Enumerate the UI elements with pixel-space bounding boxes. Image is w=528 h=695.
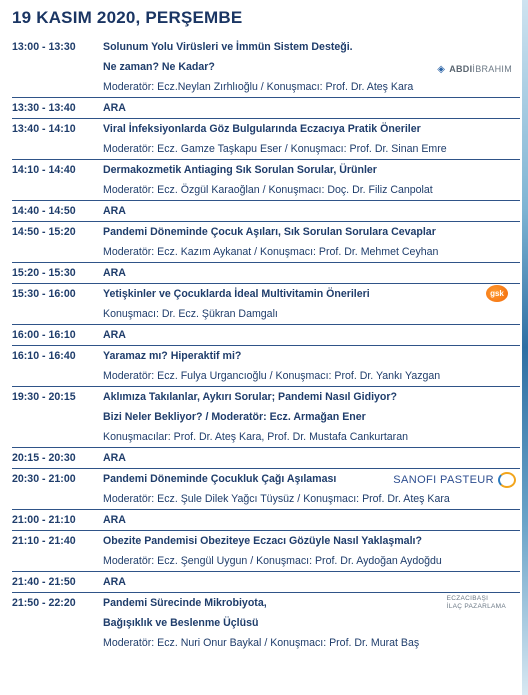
schedule-row — [12, 180, 520, 201]
session-text: Pandemi Sürecinde Mikrobiyota, — [103, 597, 267, 609]
schedule-row — [12, 551, 520, 572]
session-time: 14:50 - 15:20 — [12, 226, 76, 238]
session-time: 13:40 - 14:10 — [12, 123, 76, 135]
page-title: 19 KASIM 2020, PERŞEMBE — [12, 8, 243, 27]
schedule-row — [12, 222, 520, 242]
schedule-row — [12, 77, 520, 98]
sanofi-logo-text: SANOFI PASTEUR — [393, 474, 494, 486]
schedule-table — [12, 37, 520, 653]
session-time: 13:00 - 13:30 — [12, 41, 76, 53]
abdi-logo-text: ABDI — [449, 64, 473, 74]
sanofi-pasteur-logo — [393, 470, 516, 490]
session-text: Moderatör: Ecz. Şengül Uygun / Konuşmacı: Prof. Dr. Aydoğan Aydoğdu — [103, 555, 442, 567]
session-text: Moderatör: Ecz. Gamze Taşkapu Eser / Konuşmacı: Prof. Dr. Sinan Emre — [103, 143, 447, 155]
schedule-row — [12, 325, 520, 346]
break-label: ARA — [103, 102, 126, 114]
schedule-row — [12, 531, 520, 551]
session-time: 20:15 - 20:30 — [12, 452, 76, 464]
session-text: Konuşmacı: Dr. Ecz. Şükran Damgalı — [103, 308, 278, 320]
decorative-edge-strip — [522, 0, 528, 695]
schedule-row — [12, 489, 520, 510]
session-time: 14:10 - 14:40 — [12, 164, 76, 176]
session-text: Moderatör: Ecz. Fulya Urgancıoğlu / Konuşmacı: Prof. Dr. Yankı Yazgan — [103, 370, 441, 382]
schedule-row — [12, 469, 520, 489]
schedule-row — [12, 37, 520, 57]
schedule-row — [12, 98, 520, 119]
eczacibasi-logo-line2: İLAÇ PAZARLAMA — [446, 603, 506, 610]
break-label: ARA — [103, 514, 126, 526]
session-text: Yetişkinler ve Çocuklarda İdeal Multivitamin Önerileri — [103, 288, 370, 300]
session-text: Pandemi Döneminde Çocukluk Çağı Aşılaması — [103, 473, 337, 485]
session-text: Dermakozmetik Antiaging Sık Sorulan Sorular, Ürünler — [103, 164, 377, 176]
session-text: Moderatör: Ecz. Şule Dilek Yağcı Tüysüz / Konuşmacı: Prof. Dr. Ateş Kara — [103, 493, 450, 505]
schedule-row — [12, 263, 520, 284]
schedule-row — [12, 139, 520, 160]
schedule-row — [12, 448, 520, 469]
session-time: 16:00 - 16:10 — [12, 329, 76, 341]
break-label: ARA — [103, 452, 126, 464]
session-text: Moderatör: Ecz.Neylan Zırhlıoğlu / Konuşmacı: Prof. Dr. Ateş Kara — [103, 81, 414, 93]
schedule-row — [12, 201, 520, 222]
session-text: Viral İnfeksiyonlarda Göz Bulgularında Eczacıya Pratik Öneriler — [103, 123, 421, 135]
session-text: Yaramaz mı? Hiperaktif mi? — [103, 350, 242, 362]
schedule-row — [12, 284, 520, 304]
session-time: 21:50 - 22:20 — [12, 597, 76, 609]
schedule-row — [12, 633, 520, 653]
ibrahim-logo-text: İBRAHIM — [472, 64, 512, 74]
session-time: 15:30 - 16:00 — [12, 288, 76, 300]
schedule-row — [12, 304, 520, 325]
session-text: Aklımıza Takılanlar, Aykırı Sorular; Pandemi Nasıl Gidiyor? — [103, 391, 397, 403]
session-text: Moderatör: Ecz. Nuri Onur Baykal / Konuşmacı: Prof. Dr. Murat Baş — [103, 637, 420, 649]
break-label: ARA — [103, 205, 126, 217]
session-text: Solunum Yolu Virüsleri ve İmmün Sistem Desteği. — [103, 41, 353, 53]
session-text: Bağışıklık ve Beslenme Üçlüsü — [103, 617, 259, 629]
session-time: 20:30 - 21:00 — [12, 473, 76, 485]
schedule-row — [12, 160, 520, 180]
break-label: ARA — [103, 329, 126, 341]
break-label: ARA — [103, 267, 126, 279]
schedule-row — [12, 119, 520, 139]
session-text: Bizi Neler Bekliyor? / Moderatör: Ecz. Armağan Ener — [103, 411, 366, 423]
gsk-logo: gsk — [486, 285, 508, 302]
schedule-row — [12, 510, 520, 531]
schedule-row — [12, 366, 520, 387]
session-text: Ne zaman? Ne Kadar? — [103, 61, 215, 73]
abdi-ibrahim-mark-icon: ◈ — [437, 64, 446, 75]
eczacibasi-logo — [447, 595, 506, 611]
session-time: 14:40 - 14:50 — [12, 205, 76, 217]
schedule-row — [12, 387, 520, 407]
schedule-row — [12, 407, 520, 427]
session-time: 21:40 - 21:50 — [12, 576, 76, 588]
schedule-row — [12, 593, 520, 613]
session-time: 19:30 - 20:15 — [12, 391, 76, 403]
schedule-row — [12, 242, 520, 263]
session-time: 21:10 - 21:40 — [12, 535, 76, 547]
schedule-row — [12, 572, 520, 593]
schedule-row — [12, 613, 520, 633]
schedule-row — [12, 346, 520, 366]
session-text: Konuşmacılar: Prof. Dr. Ateş Kara, Prof. Dr. Mustafa Cankurtaran — [103, 431, 408, 443]
schedule-row — [12, 57, 520, 77]
session-text: Moderatör: Ecz. Kazım Aykanat / Konuşmacı: Prof. Dr. Mehmet Ceyhan — [103, 246, 439, 258]
session-time: 15:20 - 15:30 — [12, 267, 76, 279]
session-time: 13:30 - 13:40 — [12, 102, 76, 114]
eczacibasi-logo-line1: ECZACIBAŞI — [446, 595, 489, 602]
schedule-row — [12, 427, 520, 448]
session-time: 16:10 - 16:40 — [12, 350, 76, 362]
break-label: ARA — [103, 576, 126, 588]
session-time: 21:00 - 21:10 — [12, 514, 76, 526]
sanofi-swirl-icon — [498, 472, 516, 488]
session-text: Moderatör: Ecz. Özgül Karaoğlan / Konuşmacı: Doç. Dr. Filiz Canpolat — [103, 184, 433, 196]
session-text: Pandemi Döneminde Çocuk Aşıları, Sık Sorulan Sorulara Cevaplar — [103, 226, 436, 238]
session-text: Obezite Pandemisi Obeziteye Eczacı Gözüyle Nasıl Yaklaşmalı? — [103, 535, 422, 547]
